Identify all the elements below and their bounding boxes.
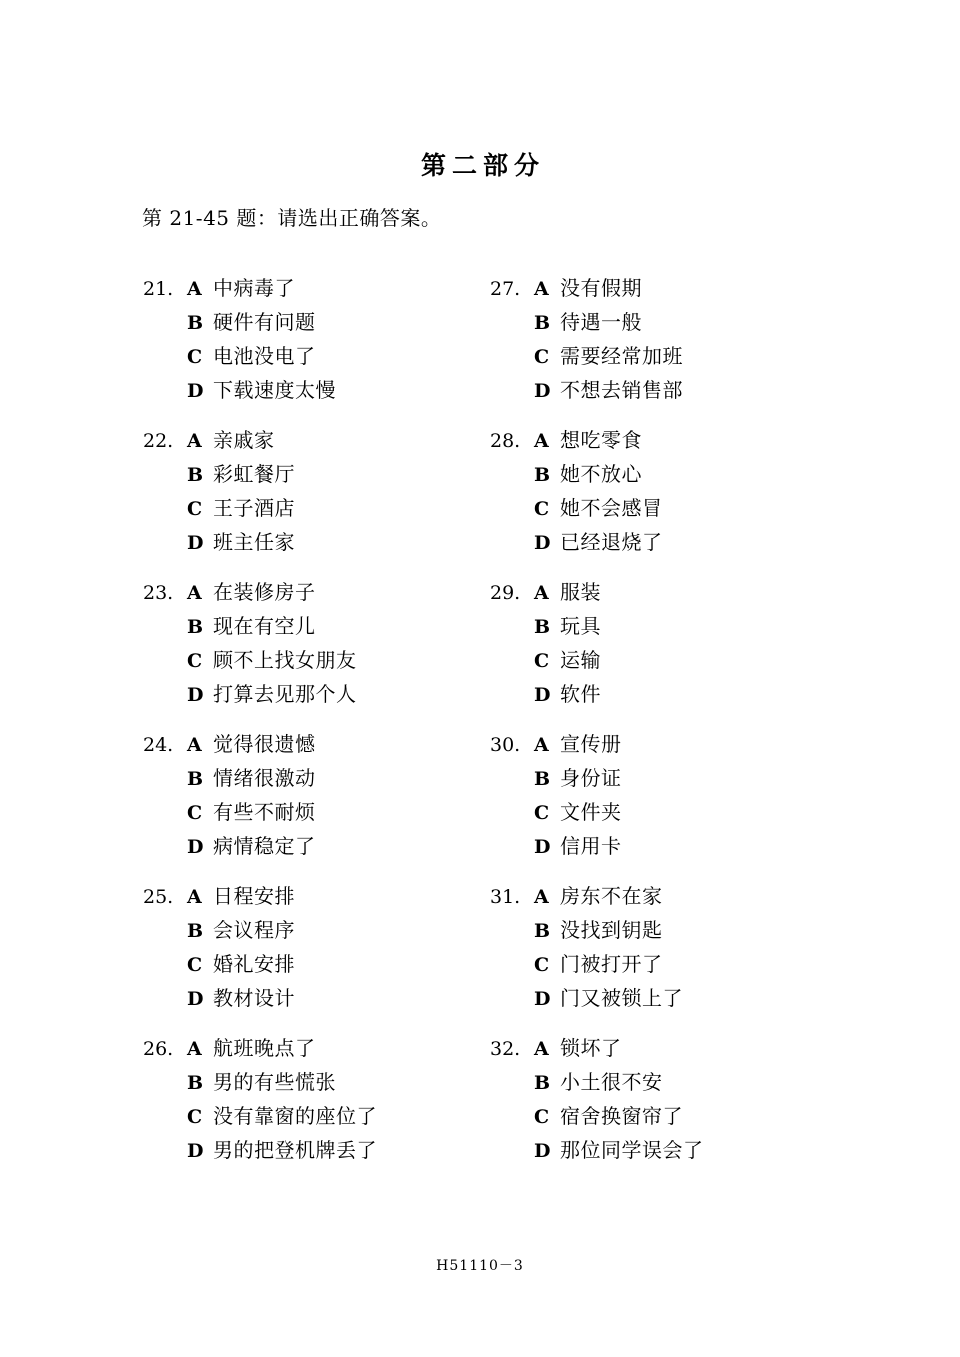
option-row[interactable] (143, 1100, 377, 1134)
option-letter[interactable]: C (187, 346, 203, 368)
option-row[interactable] (143, 424, 377, 458)
question-block (490, 728, 704, 864)
option-text: 病情稳定了 (213, 834, 316, 858)
option-letter[interactable]: B (534, 1072, 551, 1094)
option-text: 彩虹餐厅 (213, 462, 295, 486)
option-letter[interactable]: B (187, 616, 204, 638)
option-letter[interactable]: B (187, 768, 204, 790)
question-number: 21. (143, 278, 174, 300)
option-row[interactable] (143, 492, 377, 526)
option-text: 硬件有问题 (213, 310, 316, 334)
option-letter[interactable]: B (187, 312, 204, 334)
option-text: 婚礼安排 (213, 952, 295, 976)
option-letter[interactable]: C (187, 802, 203, 824)
option-text: 班主任家 (213, 530, 295, 554)
option-row[interactable] (143, 610, 377, 644)
option-text: 身份证 (560, 766, 622, 790)
option-text: 亲戚家 (213, 428, 275, 452)
option-text: 没有靠窗的座位了 (213, 1104, 377, 1128)
question-column-left (143, 272, 377, 1184)
option-text: 航班晚点了 (213, 1036, 316, 1060)
option-letter[interactable]: C (534, 1106, 550, 1128)
option-row[interactable] (143, 762, 377, 796)
question-block (143, 880, 377, 1016)
option-text: 现在有空儿 (213, 614, 316, 638)
option-text: 已经退烧了 (560, 530, 663, 554)
option-letter[interactable]: D (534, 380, 551, 402)
option-text: 信用卡 (560, 834, 622, 858)
option-row[interactable] (143, 306, 377, 340)
question-block (490, 576, 704, 712)
option-row[interactable] (490, 424, 704, 458)
option-letter[interactable]: D (534, 1140, 551, 1162)
option-letter[interactable]: D (534, 836, 551, 858)
question-block (143, 576, 377, 712)
option-text: 有些不耐烦 (213, 800, 316, 824)
option-text: 软件 (560, 682, 601, 706)
option-text: 想吃零食 (560, 428, 642, 452)
option-row[interactable] (143, 1066, 377, 1100)
option-text: 在装修房子 (213, 580, 316, 604)
option-text: 她不会感冒 (560, 496, 663, 520)
option-text: 王子酒店 (213, 496, 295, 520)
option-letter[interactable]: D (187, 380, 204, 402)
option-row[interactable] (143, 458, 377, 492)
option-row[interactable] (490, 576, 704, 610)
option-letter[interactable]: C (187, 650, 203, 672)
option-row[interactable] (490, 914, 704, 948)
option-letter[interactable]: D (187, 836, 204, 858)
option-row[interactable] (490, 340, 704, 374)
question-block (143, 424, 377, 560)
option-letter[interactable]: A (534, 734, 549, 756)
option-row[interactable] (490, 982, 704, 1016)
option-letter[interactable]: D (534, 684, 551, 706)
option-letter[interactable]: B (534, 312, 551, 334)
option-text: 中病毒了 (213, 276, 295, 300)
option-letter[interactable]: B (534, 920, 551, 942)
option-letter[interactable]: A (187, 734, 202, 756)
option-row[interactable] (143, 914, 377, 948)
option-letter[interactable]: B (187, 464, 204, 486)
option-text: 觉得很遗憾 (213, 732, 316, 756)
option-letter[interactable]: C (534, 954, 550, 976)
option-row[interactable] (143, 982, 377, 1016)
option-letter[interactable]: D (187, 532, 204, 554)
option-row[interactable] (143, 796, 377, 830)
option-row[interactable] (490, 1032, 704, 1066)
option-text: 没找到钥匙 (560, 918, 663, 942)
option-letter[interactable]: D (187, 988, 204, 1010)
question-number: 26. (143, 1038, 174, 1060)
question-block (143, 272, 377, 408)
option-letter[interactable]: A (187, 886, 202, 908)
option-text: 运输 (560, 648, 601, 672)
page-title: 第二部分 (420, 151, 545, 180)
option-text: 下载速度太慢 (213, 378, 336, 402)
option-row[interactable] (490, 306, 704, 340)
option-row[interactable] (143, 340, 377, 374)
option-text: 情绪很激动 (213, 766, 316, 790)
option-text: 顾不上找女朋友 (213, 648, 357, 672)
question-block (490, 1032, 704, 1168)
option-letter[interactable]: A (187, 582, 202, 604)
question-number: 31. (490, 886, 521, 908)
option-row[interactable] (490, 762, 704, 796)
option-row[interactable] (490, 272, 704, 306)
question-number: 25. (143, 886, 174, 908)
option-row[interactable] (143, 728, 377, 762)
option-row[interactable] (490, 374, 704, 408)
option-letter[interactable]: A (534, 886, 549, 908)
page-footer: H51110－3 (436, 1258, 524, 1274)
option-row[interactable] (143, 1032, 377, 1066)
option-text: 宿舍换窗帘了 (560, 1104, 683, 1128)
option-letter[interactable]: D (187, 684, 204, 706)
option-row[interactable] (143, 830, 377, 864)
option-letter[interactable]: A (187, 278, 202, 300)
option-row[interactable] (143, 526, 377, 560)
question-column-right (490, 272, 704, 1184)
option-row[interactable] (490, 880, 704, 914)
option-row[interactable] (143, 678, 377, 712)
option-text: 小土很不安 (560, 1070, 663, 1094)
option-row[interactable] (490, 526, 704, 560)
option-row[interactable] (143, 576, 377, 610)
instruction-line: 第 21-45 题：请选出正确答案。 (142, 206, 442, 230)
option-row[interactable] (143, 374, 377, 408)
question-number: 27. (490, 278, 521, 300)
option-letter[interactable]: B (534, 768, 551, 790)
option-row[interactable] (143, 948, 377, 982)
option-row[interactable] (490, 644, 704, 678)
option-row[interactable] (143, 272, 377, 306)
option-letter[interactable]: C (534, 650, 550, 672)
option-letter[interactable]: B (534, 616, 551, 638)
question-number: 30. (490, 734, 521, 756)
question-number: 28. (490, 430, 521, 452)
option-text: 宣传册 (560, 732, 622, 756)
option-letter[interactable]: B (187, 920, 204, 942)
question-block (143, 1032, 377, 1168)
option-letter[interactable]: C (187, 954, 203, 976)
option-text: 电池没电了 (213, 344, 316, 368)
option-text: 不想去销售部 (560, 378, 683, 402)
option-row[interactable] (143, 644, 377, 678)
question-block (490, 272, 704, 408)
question-number: 29. (490, 582, 521, 604)
option-row[interactable] (490, 492, 704, 526)
option-text: 她不放心 (560, 462, 642, 486)
option-letter[interactable]: C (534, 802, 550, 824)
option-letter[interactable]: C (187, 498, 203, 520)
option-text: 日程安排 (213, 884, 295, 908)
option-row[interactable] (490, 610, 704, 644)
option-text: 男的有些慌张 (213, 1070, 336, 1094)
option-letter[interactable]: B (187, 1072, 204, 1094)
option-text: 男的把登机牌丢了 (213, 1138, 377, 1162)
option-row[interactable] (490, 458, 704, 492)
option-text: 没有假期 (560, 276, 642, 300)
question-number: 22. (143, 430, 174, 452)
option-text: 房东不在家 (560, 884, 663, 908)
option-letter[interactable]: D (534, 532, 551, 554)
option-text: 那位同学误会了 (560, 1138, 704, 1162)
option-text: 服装 (560, 580, 601, 604)
option-text: 需要经常加班 (560, 344, 683, 368)
option-row[interactable] (490, 1134, 704, 1168)
option-letter[interactable]: A (534, 430, 549, 452)
question-block (143, 728, 377, 864)
option-letter[interactable]: A (534, 582, 549, 604)
option-letter[interactable]: A (187, 1038, 202, 1060)
option-letter[interactable]: A (187, 430, 202, 452)
option-row[interactable] (490, 728, 704, 762)
option-row[interactable] (490, 830, 704, 864)
option-letter[interactable]: C (187, 1106, 203, 1128)
option-text: 教材设计 (213, 986, 295, 1010)
option-letter[interactable]: C (534, 346, 550, 368)
option-row[interactable] (490, 948, 704, 982)
option-row[interactable] (490, 796, 704, 830)
question-block (490, 424, 704, 560)
option-row[interactable] (143, 880, 377, 914)
option-text: 玩具 (560, 614, 601, 638)
option-text: 门又被锁上了 (560, 986, 683, 1010)
option-row[interactable] (490, 1066, 704, 1100)
question-number: 23. (143, 582, 174, 604)
question-number: 24. (143, 734, 174, 756)
option-text: 门被打开了 (560, 952, 663, 976)
option-text: 会议程序 (213, 918, 295, 942)
option-letter[interactable]: A (534, 278, 549, 300)
option-letter[interactable]: C (534, 498, 550, 520)
option-text: 待遇一般 (560, 310, 642, 334)
option-row[interactable] (143, 1134, 377, 1168)
option-text: 锁坏了 (560, 1036, 622, 1060)
option-row[interactable] (490, 1100, 704, 1134)
question-number: 32. (490, 1038, 521, 1060)
option-text: 打算去见那个人 (213, 682, 357, 706)
question-block (490, 880, 704, 1016)
option-letter[interactable]: B (534, 464, 551, 486)
option-letter[interactable]: D (187, 1140, 204, 1162)
option-letter[interactable]: A (534, 1038, 549, 1060)
option-letter[interactable]: D (534, 988, 551, 1010)
option-row[interactable] (490, 678, 704, 712)
option-text: 文件夹 (560, 800, 622, 824)
